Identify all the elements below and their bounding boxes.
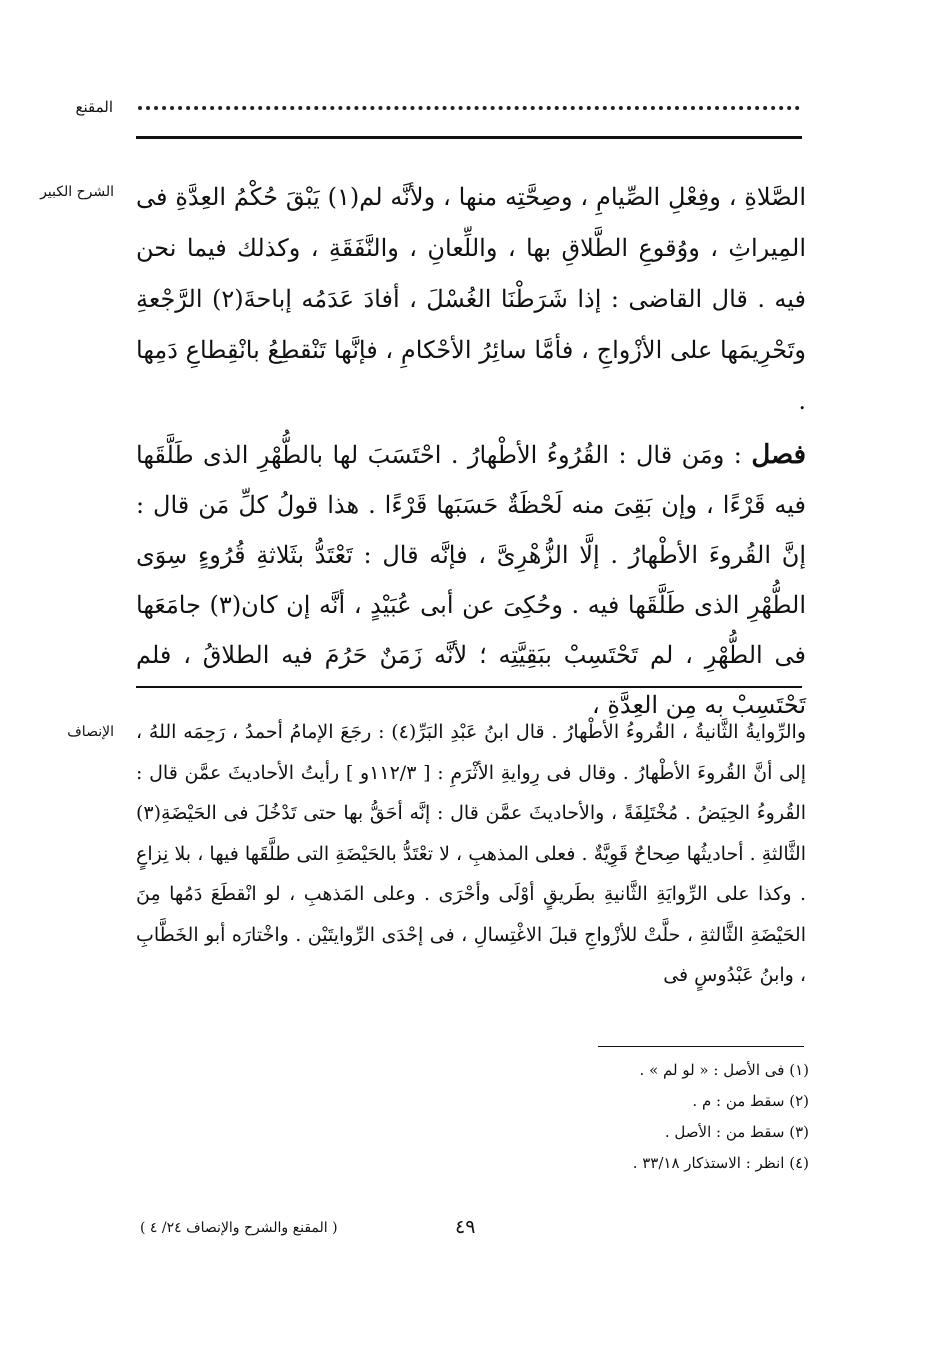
fasl-paragraph: [136, 430, 806, 730]
insaf-section-label: الإنصاف: [67, 724, 114, 740]
footnotes: [633, 1055, 809, 1179]
insaf-paragraph: والرِّوايةُ الثَّانيةُ ، القُروءُ الأطْهارُ . قال ابنُ عَبْدِ البَرِّ(٤) : رجَعَ الإمامُ أحمدُ ، رَحِمَه اللهُ ، إلى أنَّ القُروءَ الأطْهارُ . وقال فى رِوايةِ الأثْرَمِ : [ ١١٢/٣و ] رأيتُ الأحاديثَ عمَّن قال : القُروءُ الحِيَضُ . مُخْتَلِفَةً ، والأحاديثَ عمَّن قال : إنَّه أحَقُّ بها حتى تَدْخُلَ فى الحَيْضَةِ(٣) الثَّالثةِ . أحاديثُها صِحاحٌ قَوِيَّةٌ . فعلى المذهبِ ، لا تعْتَدُّ بالحَيْضَةِ التى طلَّقَها فيها ، بلا نِزاعٍ . وكذا على الرِّوايَةِ الثَّانيةِ بطَريقٍ أوْلَى وأحْرَى . وعلى المَذهبِ ، لو انْقطَعَ دَمُها مِنَ الحَيْضَةِ الثَّالثةِ ، حلَّتْ للأزْواجِ قبلَ الاغْتِسالِ ، فى إحْدَى الرِّوايتَيْن . واخْتارَه أبو الخَطَّابِ ، وابنُ عَبْدُوسٍ فى: [136, 721, 806, 986]
header-rule: [136, 136, 802, 139]
volume-reference: ( المقنع والشرح والإنصاف ٢٤/ ٤ ): [140, 1220, 338, 1236]
section-divider: [136, 686, 802, 688]
fasl-heading: فصل: [751, 440, 806, 470]
sharh-section-label: الشرح الكبير: [40, 184, 114, 200]
footnote-3: (٣) سقط من : الأصل .: [664, 1123, 809, 1141]
header-dotted-line: [138, 106, 800, 110]
footnote-separator: [598, 1046, 804, 1047]
fasl-text: : ومَن قال : القُرُوءُ الأطْهارُ . احْتَسَبَ لها بالطُّهْرِ الذى طَلَّقَها فيه قَرْءًا ، وإن بَقِىَ منه لَحْظَةٌ حَسَبَها قَرْءًا . هذا قولُ كلِّ مَن قال : إنَّ القُروءَ الأطْهارُ . إلَّا الزُّهْرِىَّ ، فإنَّه قال : تَعْتَدُّ بثَلاثةِ قُرُوءٍ سِوَى الطُّهْرِ الذى طَلَّقَها فيه . وحُكِىَ عن أبى عُبَيْدٍ ، أنَّه إن كان(٣) جامَعَها فى الطُّهْرِ ، لم تَحْتَسِبْ ببَقِيَّتِه ؛ لأنَّه زَمَنٌ حَرُمَ فيه الطلاقُ ، فلم تَحْتَسِبْ به مِن العِدَّةِ ،: [136, 441, 807, 719]
sharh-paragraph: الصَّلاةِ ، وفِعْلِ الصِّيامِ ، وصِحَّتِه منها ، ولأنَّه لم(١) يَبْقَ حُكْمُ العِدَّةِ فى المِيراثِ ، ووُقوعِ الطَّلاقِ بها ، واللِّعانِ ، والنَّفَقَةِ ، وكذلك فيما نحن فيه . قال القاضى : إذا شَرَطْنَا الغُسْلَ ، أفادَ عَدَمُه إباحةَ(٢) الرَّجْعةِ وتَحْرِيمَها على الأزْواجِ ، فأمَّا سائِرُ الأحْكامِ ، فإنَّها تَنْقطِعُ بانْقِطاعِ دَمِها .: [136, 183, 807, 415]
footnote-4: (٤) انظر : الاستذكار ٣٣/١٨ .: [632, 1154, 809, 1172]
footnote-2: (٢) سقط من : م .: [692, 1092, 809, 1110]
page-number: ٤٩: [455, 1216, 476, 1238]
running-header-title: المقنع: [75, 98, 113, 116]
footnote-1: (١) فى الأصل : « لو لم » .: [639, 1061, 809, 1079]
